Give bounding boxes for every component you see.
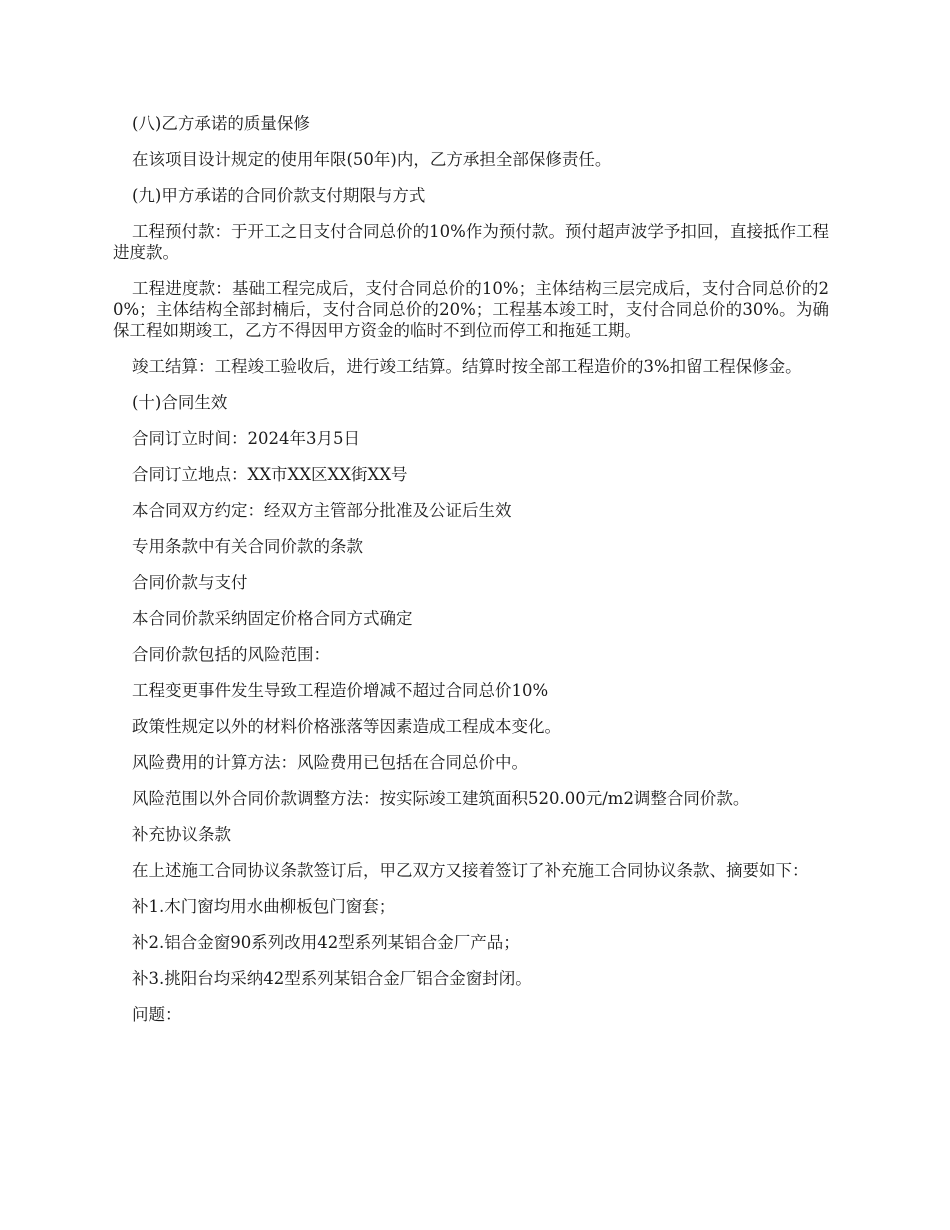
paragraph-risk-change: 工程变更事件发生导致工程造价增减不超过合同总价10% xyxy=(132,681,549,700)
paragraph-risk-fee: 风险费用的计算方法：风险费用已包括在合同总价中。 xyxy=(132,753,528,772)
paragraph-signing-place: 合同订立地点：XX市XX区XX街XX号 xyxy=(132,465,408,484)
heading-supplementary-clauses: 补充协议条款 xyxy=(132,825,231,844)
heading-price-clauses: 专用条款中有关合同价款的条款 xyxy=(132,537,363,556)
heading-contract-effect: (十)合同生效 xyxy=(132,393,228,412)
paragraph-price-adjustment: 风险范围以外合同价款调整方法：按实际竣工建筑面积520.00元/m2调整合同价款。 xyxy=(132,789,750,808)
heading-quality-warranty: (八)乙方承诺的质量保修 xyxy=(132,114,310,133)
paragraph-progress-payment: 工程进度款：基础工程完成后，支付合同总价的10%；主体结构三层完成后，支付合同总价的20%；主体结构全部封楠后，支付合同总价的20%；工程基本竣工时，支付合同总价的30%。为确保工程如期竣工，乙方不得因甲方资金的临时不到位而停工和拖延工期。 xyxy=(113,279,829,340)
paragraph-advance-payment: 工程预付款：于开工之日支付合同总价的10%作为预付款。预付超声波学予扣回，直接抵作工程进度款。 xyxy=(113,222,829,262)
paragraph-supplement-2: 补2.铝合金窗90系列改用42型系列某铝合金厂产品； xyxy=(132,933,520,952)
paragraph-supplementary-intro: 在上述施工合同协议条款签订后，甲乙双方又接着签订了补充施工合同协议条款、摘要如下： xyxy=(132,861,809,880)
document-body xyxy=(113,113,829,1040)
heading-price-and-payment: 合同价款与支付 xyxy=(132,573,248,592)
heading-payment-terms: (九)甲方承诺的合同价款支付期限与方式 xyxy=(132,186,426,205)
paragraph-risk-material: 政策性规定以外的材料价格涨落等因素造成工程成本变化。 xyxy=(132,717,561,736)
paragraph-signing-date: 合同订立时间：2024年3月5日 xyxy=(132,429,360,448)
paragraph-supplement-1: 补1.木门窗均用水曲柳板包门窗套； xyxy=(132,897,396,916)
paragraph-supplement-3: 补3.挑阳台均采纳42型系列某铝合金厂铝合金窗封闭。 xyxy=(132,969,532,988)
paragraph-risk-scope: 合同价款包括的风险范围： xyxy=(132,645,330,664)
heading-questions: 问题： xyxy=(132,1005,182,1024)
paragraph-warranty-term: 在该项目设计规定的使用年限(50年)内，乙方承担全部保修责任。 xyxy=(132,150,612,169)
paragraph-final-settlement: 竣工结算：工程竣工验收后，进行竣工结算。结算时按全部工程造价的3%扣留工程保修金。 xyxy=(132,357,802,376)
paragraph-effectiveness: 本合同双方约定：经双方主管部分批准及公证后生效 xyxy=(132,501,512,520)
paragraph-fixed-price: 本合同价款采纳固定价格合同方式确定 xyxy=(132,609,413,628)
